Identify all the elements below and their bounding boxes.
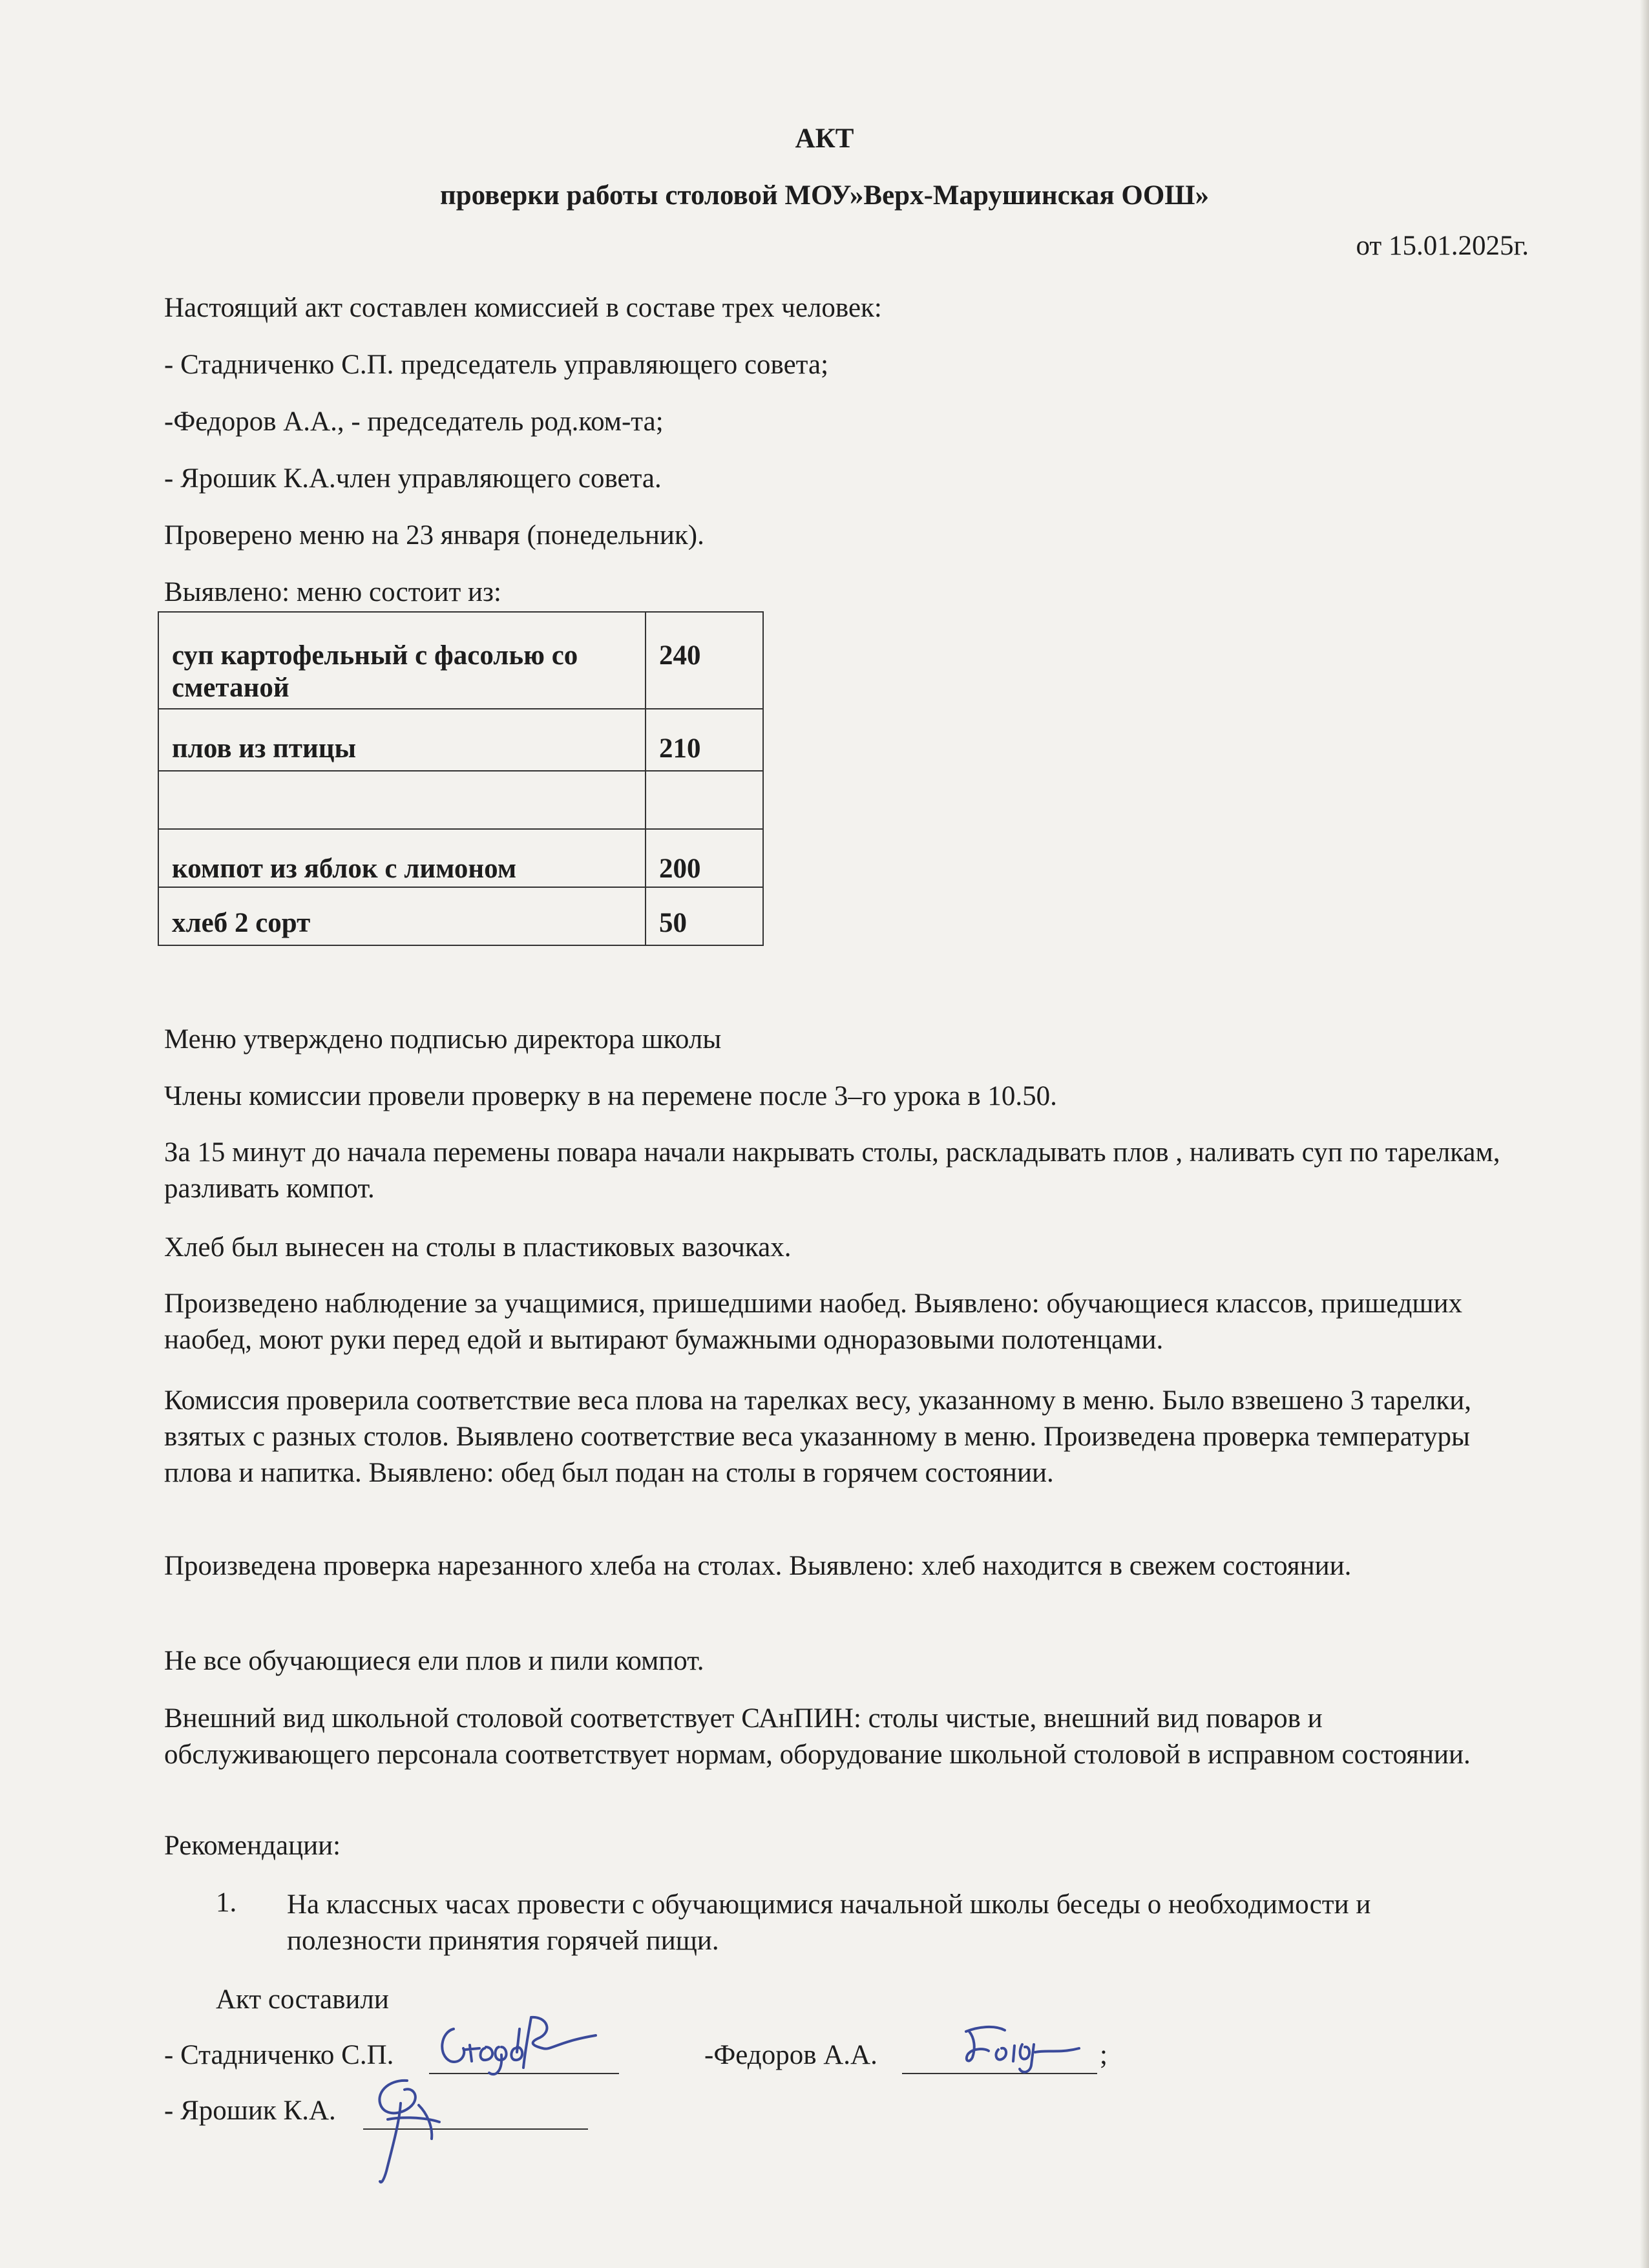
page-edge-shadow: [1640, 0, 1649, 2268]
handwritten-signature-yaroshik: [362, 2068, 459, 2190]
table-row: [158, 829, 763, 887]
dish-weight: [646, 771, 763, 829]
menu-table: [158, 611, 764, 946]
member-3: - Ярошик К.А.член управляющего совета.: [164, 463, 662, 494]
paragraph-inspection-time: Члены комиссии провели проверку в на перемене после 3–го урока в 10.50.: [164, 1081, 1057, 1111]
dish-name: компот из яблок с лимоном: [158, 829, 646, 887]
dish-name: хлеб 2 сорт: [158, 887, 646, 945]
paragraph-setting-tables: За 15 минут до начала перемены повара начали накрывать столы, раскладывать плов , наливать суп по тарелкам, разливать компот.: [164, 1137, 1500, 1204]
dish-name: плов из птицы: [158, 709, 646, 771]
table-row: [158, 612, 763, 709]
composition-text: Настоящий акт составлен комиссией в составе трех человек:: [164, 293, 882, 323]
recommendation-text: На классных часах провести с обучающимися начальной школы беседы о необходимости и полезности принятия горячей пищи.: [287, 1889, 1371, 1956]
table-row: [158, 771, 763, 829]
dish-weight: 50: [646, 887, 763, 945]
signatures-heading: Акт составили: [216, 1984, 389, 2015]
handwritten-signature-fedorov: [950, 2019, 1092, 2077]
recommendations-heading: Рекомендации:: [164, 1831, 341, 1861]
document-title: АКТ: [795, 123, 854, 154]
recommendation-number: 1.: [216, 1887, 237, 1918]
dish-weight: 240: [646, 612, 763, 709]
paragraph-bread: Хлеб был вынесен на столы в пластиковых вазочках.: [164, 1232, 792, 1263]
handwritten-signature-stadnichenko: [434, 2010, 622, 2081]
member-1: - Стадниченко С.П. председатель управляющего совета;: [164, 350, 829, 380]
signature-label-stadnichenko: - Стадниченко С.П.: [164, 2040, 394, 2070]
paragraph-not-all-ate: Не все обучающиеся ели плов и пили компот.: [164, 1646, 704, 1676]
paragraph-observation: Произведено наблюдение за учащимися, пришедшими наобед. Выявлено: обучающиеся классов, пришедших наобед, моют руки перед едой и вытирают бумажными одноразовыми полотенцами.: [164, 1288, 1463, 1355]
dish-weight: 210: [646, 709, 763, 771]
dish-weight: 200: [646, 829, 763, 887]
signature-label-fedorov: -Федоров А.А.: [704, 2040, 877, 2070]
table-row: [158, 887, 763, 945]
member-2: -Федоров А.А., - председатель род.ком-та;: [164, 406, 664, 437]
dish-name: суп картофельный с фасолью со сметаной: [158, 612, 646, 709]
document-subtitle: проверки работы столовой МОУ»Верх-Марушинская ООШ»: [439, 180, 1210, 211]
paragraph-approved: Меню утверждено подписью директора школы: [164, 1024, 722, 1055]
paragraph-bread-check: Произведена проверка нарезанного хлеба на столах. Выявлено: хлеб находится в свежем состоянии.: [164, 1551, 1352, 1581]
paragraph-weight-check: Комиссия проверила соответствие веса плова на тарелках весу, указанному в меню. Было взвешено 3 тарелки, взятых с разных столов. Выявлено соответствие веса указанному в меню. Произведена проверка температуры плова и напитка. Выявлено: обед был подан на столы в горячем состоянии.: [164, 1385, 1471, 1488]
signature-label-yaroshik: - Ярошик К.А.: [164, 2095, 336, 2126]
checked-menu-text: Проверено меню на 23 января (понедельник).: [164, 520, 704, 551]
dish-name: [158, 771, 646, 829]
paragraph-appearance: Внешний вид школьной столовой соответствует САнПИН: столы чистые, внешний вид поваров и обслуживающего персонала соответствует нормам, оборудование школьной столовой в исправном состоянии.: [164, 1703, 1471, 1770]
table-row: [158, 709, 763, 771]
signature-suffix: ;: [1100, 2040, 1108, 2070]
found-menu-text: Выявлено: меню состоит из:: [164, 577, 501, 607]
document-date: от 15.01.2025г.: [1356, 231, 1529, 261]
